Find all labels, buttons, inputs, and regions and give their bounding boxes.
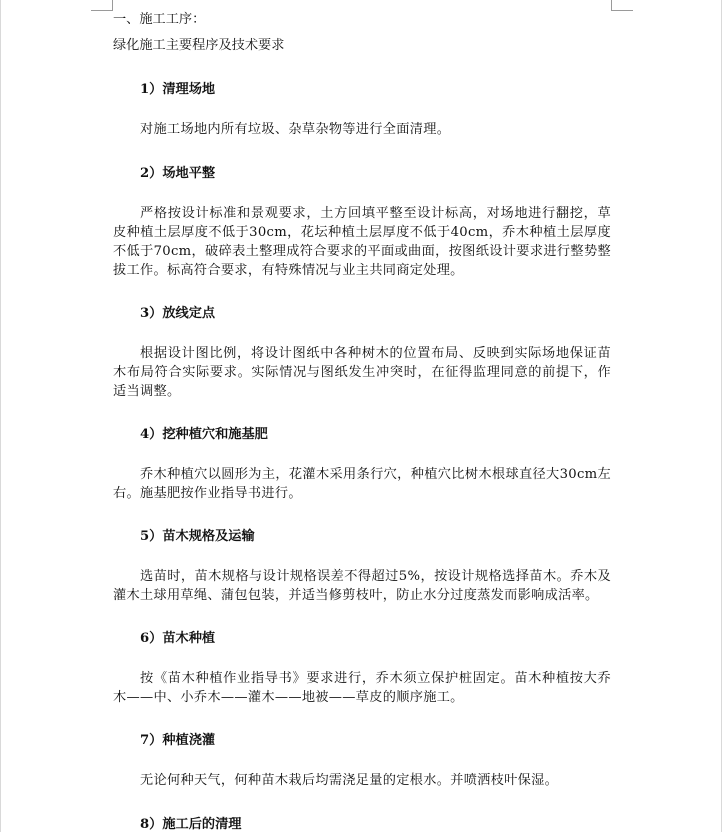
step-heading-5: 5）苗木规格及运输: [140, 529, 255, 544]
crop-mark-top-right: [611, 10, 633, 11]
section-title: 一、施工工序：: [113, 12, 206, 27]
step-body-3: 根据设计图比例，将设计图纸中各种树木的位置布局、反映到实际场地保证苗木布局符合实际要求。实际情况与图纸发生冲突时，在征得监理同意的前提下，作适当调整。: [113, 346, 611, 399]
step-heading-6: 6）苗木种植: [140, 631, 216, 646]
step-heading-8: 8）施工后的清理: [140, 817, 242, 832]
step-heading-7: 7）种植浇灌: [140, 733, 216, 748]
step-heading-4: 4）挖种植穴和施基肥: [140, 427, 268, 442]
step-heading-3: 3）放线定点: [140, 306, 216, 321]
step-heading-2: 2）场地平整: [140, 166, 216, 181]
document-subtitle: 绿化施工主要程序及技术要求: [113, 38, 285, 53]
crop-mark-top-right-vertical: [611, 0, 612, 11]
step-heading-1: 1）清理场地: [140, 82, 216, 97]
step-body-4: 乔木种植穴以圆形为主，花灌木采用条行穴，种植穴比树木根球直径大30cm左右。施基肥按作业指导书进行。: [113, 467, 611, 501]
step-body-7: 无论何种天气，何种苗木栽后均需浇足量的定根水。并喷洒枝叶保湿。: [140, 773, 559, 788]
document-body: [113, 10, 611, 835]
step-body-5: 选苗时，苗木规格与设计规格误差不得超过5%，按设计规格选择苗木。乔木及灌木土球用草绳、蒲包包装，并适当修剪枝叶，防止水分过度蒸发而影响成活率。: [113, 569, 611, 603]
crop-mark-top-left: [91, 10, 113, 11]
step-body-6: 按《苗木种植作业指导书》要求进行，乔木须立保护桩固定。苗木种植按大乔木——中、小乔木——灌木——地被——草皮的顺序施工。: [113, 671, 611, 705]
step-body-2: 严格按设计标准和景观要求，土方回填平整至设计标高，对场地进行翻挖，草皮种植土层厚度不低于30cm，花坛种植土层厚度不低于40cm，乔木种植土层厚度不低于70cm，破碎表土整理成符合要求的平面或曲面，按图纸设计要求进行整势整拔工作。标高符合要求，有特殊情况与业主共同商定处理。: [113, 206, 611, 278]
step-body-1: 对施工场地内所有垃圾、杂草杂物等进行全面清理。: [140, 122, 451, 137]
